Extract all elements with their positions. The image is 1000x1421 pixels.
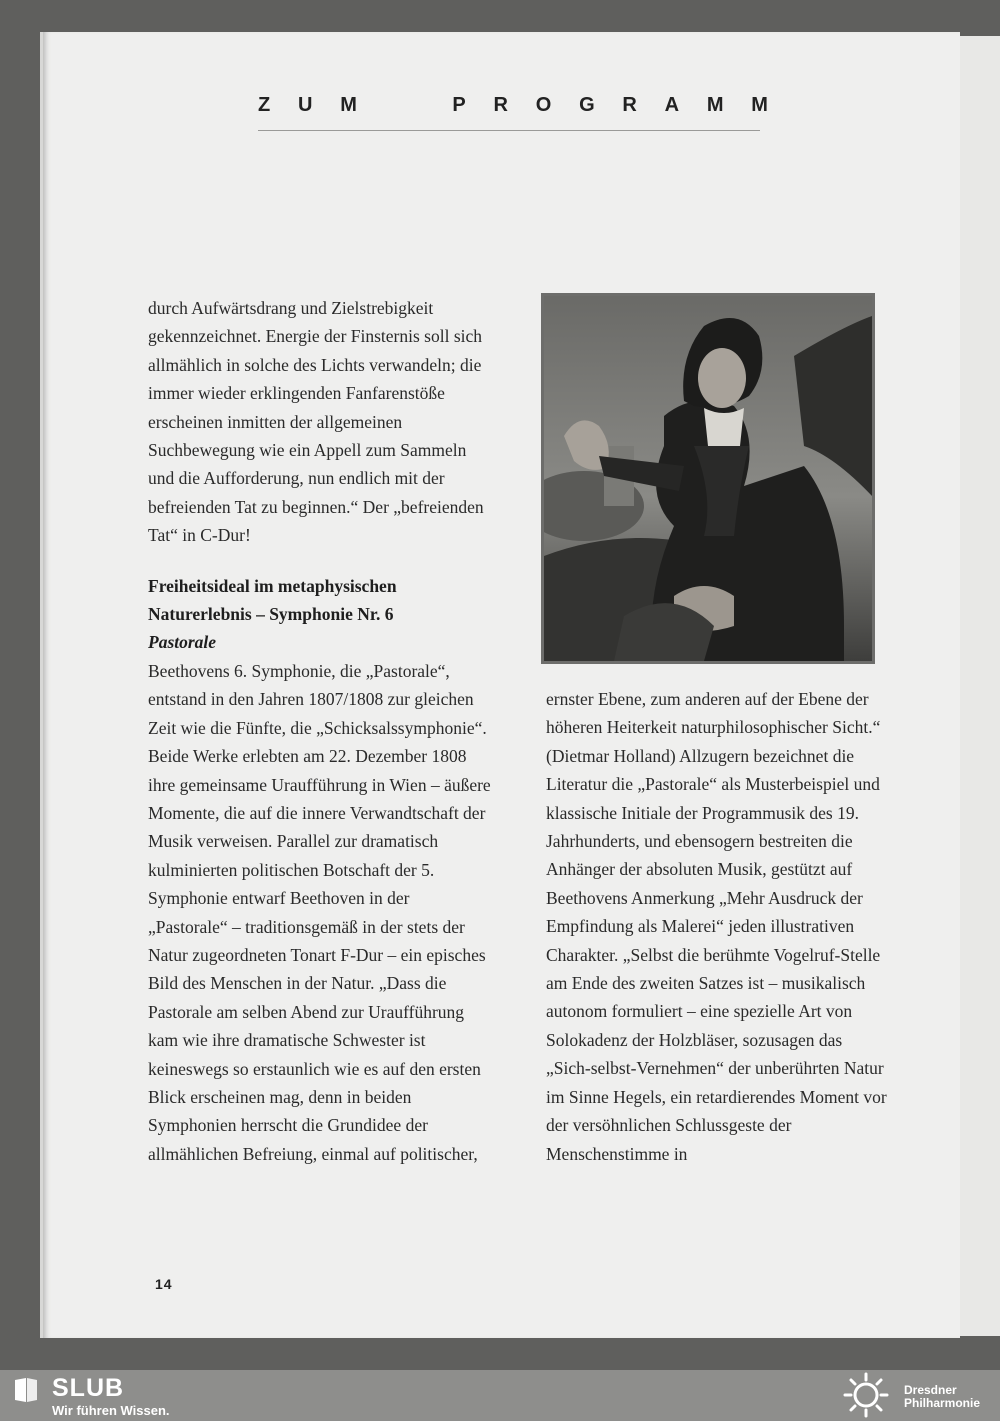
beethoven-portrait: [541, 293, 875, 664]
header-letter: R: [493, 94, 508, 116]
partner-name-line: Philharmonie: [904, 1396, 981, 1410]
philharmonie-sun-logo-icon: [840, 1372, 892, 1418]
header-letter: M: [706, 94, 724, 116]
partner-name: [904, 1384, 980, 1410]
header-letter: M: [340, 94, 357, 116]
header-letter: [385, 94, 425, 117]
section-heading: [148, 572, 493, 629]
section-subheading: Pastorale: [148, 632, 217, 653]
header-letter: P: [452, 94, 466, 116]
header-letter: M: [751, 94, 768, 116]
header-letter: Z: [258, 94, 271, 116]
header-rule: [258, 130, 760, 131]
header-letter: O: [535, 94, 552, 116]
library-name: SLUB: [52, 1374, 125, 1402]
body-paragraph: ernster Ebene, zum anderen auf der Ebene der höheren Heiterkeit naturphilosophischer Sicht.“ (Dietmar Holland) Allzugern bezeichnet die Literatur die „Pastorale“ als Musterbeispiel und klassische Initiale der Programmusik des 19. Jahrhunderts, und ebensogern bestreiten die Anhänger der absoluten Musik, gestützt auf Beethovens Anmerkung „Mehr Ausdruck der Empfindung als Malerei“ jeden illustrativen Charakter. „Selbst die berühmte Vogelruf-Stelle am Ende des zweiten Satzes ist – musikalisch autonom formuliert – eine spezielle Art von Solokadenz der Holzbläser, sozusagen das „Sich-selbst-Vernehmen“ der unberührten Natur im Sinne Hegels, ein retardierendes Moment vor der versöhnlichen Schlussgeste der Menschenstimme in: [546, 689, 887, 1164]
partner-name-line: Dresdner: [904, 1383, 957, 1397]
intro-paragraph: durch Aufwärtsdrang und Zielstrebigkeit gekennzeichnet. Energie der Finsternis soll sich allmählich in solche des Lichts verwandeln; die immer wieder erklingenden Fanfarenstöße erscheinen inmitten der allgemeinen Suchbewegung wie ein Appell zum Sammeln und die Aufforderung, nun endlich mit der befreienden Tat zu beginnen.“ Der „befreienden Tat“ in C-Dur!: [148, 298, 484, 546]
section-heading-line: Naturerlebnis – Symphonie Nr. 6: [148, 604, 394, 625]
section-heading-line: Freiheitsideal im metaphysischen: [148, 575, 397, 596]
header-letter: R: [622, 94, 637, 116]
portrait-illustration: [544, 296, 872, 661]
header-letter: U: [297, 94, 313, 116]
section-header: [258, 94, 768, 117]
digitization-footer: [0, 1370, 1000, 1421]
header-letter: A: [664, 94, 680, 116]
slub-logo-icon: [12, 1376, 40, 1404]
body-paragraph: Beethovens 6. Symphonie, die „Pastorale“, entstand in den Jahren 1807/1808 zur gleichen Zeit wie die Fünfte, die „Schicksalssymphonie“. Beide Werke erlebten am 22. Dezember 1808 ihre gemeinsame Uraufführung in Wien – äußere Momente, die auf die innere Verwandtschaft der Musik verweisen. Parallel zur dramatisch kulminierten politischen Botschaft der 5. Symphonie entwarf Beethoven in der „Pastorale“ – traditionsgemäß in der stets der Natur zugeordneten Tonart F-Dur – ein episches Bild des Menschen in der Natur. „Dass die Pastorale am selben Abend zur Uraufführung kam wie ihre dramatische Schwester ist keineswegs so erstaunlich wie es auf den ersten Blick erscheinen mag, denn in beiden Symphonien herrscht die Grundidee der allmählichen Befreiung, einmal auf politischer,: [148, 660, 491, 1164]
left-column: [148, 294, 493, 1168]
library-slogan: Wir führen Wissen.: [52, 1403, 170, 1418]
header-letter: G: [579, 94, 595, 116]
right-column: [546, 685, 891, 1168]
page-number: 14: [155, 1276, 173, 1292]
